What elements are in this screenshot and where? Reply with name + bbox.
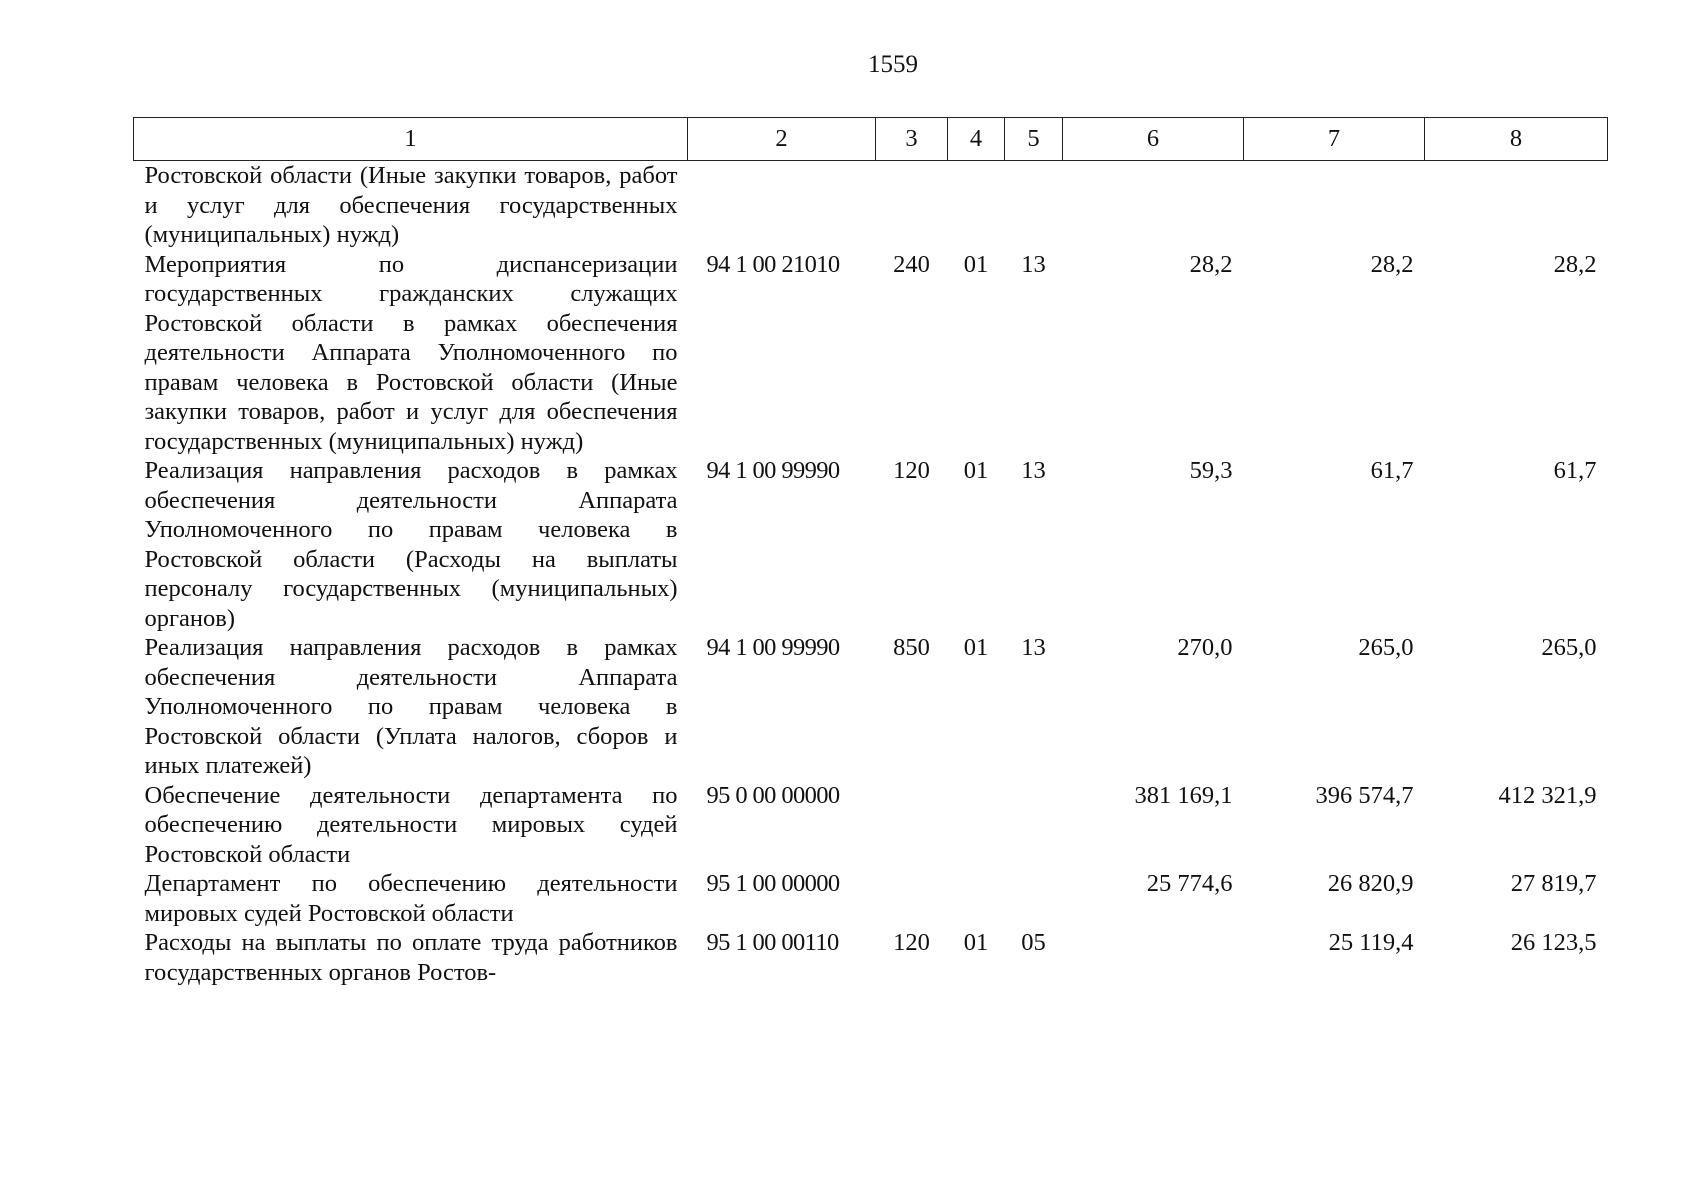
row-code: 94 1 00 99990: [706, 457, 840, 484]
row-value-7: 396 574,7: [1315, 781, 1414, 809]
row-code: 95 1 00 00000: [706, 870, 840, 897]
row-rz: [948, 161, 1005, 250]
row-pr: 13: [1021, 634, 1046, 661]
header-col-5: 5: [1005, 118, 1063, 161]
row-value-8: 265,0: [1541, 634, 1597, 661]
row-rz: 01: [963, 634, 989, 661]
row-value-8: [1425, 161, 1608, 250]
row-value-7: 26 820,9: [1327, 870, 1414, 897]
header-col-6: 6: [1063, 118, 1244, 161]
row-pr: 05: [1021, 929, 1046, 956]
table-row: [134, 869, 1608, 928]
row-pr: [1005, 161, 1063, 250]
row-pr: [1005, 869, 1063, 928]
row-code: 95 0 00 00000: [706, 781, 840, 809]
row-name: Ростовской области (Иные закупки товаров, работ и услуг для обеспечения государственных (муниципальных) нужд): [144, 162, 678, 248]
table-row: [134, 161, 1608, 250]
table-row: [134, 456, 1608, 633]
row-value-6: 59,3: [1189, 457, 1233, 484]
header-col-1: 1: [134, 118, 688, 161]
table-header-row: [134, 118, 1608, 161]
header-col-4: 4: [948, 118, 1005, 161]
row-pr: [1005, 781, 1063, 870]
table-row: [134, 928, 1608, 987]
row-code: 94 1 00 99990: [706, 634, 840, 661]
row-name: Департамент по обеспечению деятельности мировых судей Ростовской области: [144, 870, 678, 927]
row-value-7: 265,0: [1358, 634, 1414, 661]
row-value-8: 28,2: [1553, 250, 1597, 278]
row-value-6: 25 774,6: [1146, 870, 1233, 897]
header-col-8: 8: [1425, 118, 1608, 161]
row-vr: 120: [893, 457, 930, 484]
row-vr: 120: [893, 929, 930, 956]
table-row: [134, 250, 1608, 457]
row-value-8: 27 819,7: [1510, 870, 1597, 897]
row-code: [688, 161, 876, 250]
row-vr: 850: [893, 634, 930, 661]
row-value-7: 61,7: [1370, 457, 1414, 484]
row-pr: 13: [1021, 457, 1046, 484]
row-value-6: [1063, 161, 1244, 250]
row-rz: [948, 781, 1005, 870]
row-code: 94 1 00 21010: [706, 250, 840, 278]
row-value-8: 61,7: [1553, 457, 1597, 484]
row-name: Расходы на выплаты по оплате труда работников государственных органов Ростов-: [144, 929, 678, 986]
row-value-8: 412 321,9: [1498, 781, 1597, 809]
row-rz: [948, 869, 1005, 928]
budget-table: [133, 117, 1608, 987]
header-col-2: 2: [688, 118, 876, 161]
row-vr: 240: [893, 250, 930, 278]
table-row: [134, 633, 1608, 781]
row-value-6: 381 169,1: [1134, 781, 1233, 809]
row-rz: 01: [963, 250, 989, 278]
row-name: Реализация направления расходов в рамках обеспечения деятельности Аппарата Уполномоченного по правам человека в Ростовской области (Расходы на выплаты персоналу государственных (муниципальных) органов): [144, 457, 678, 632]
row-name: Мероприятия по диспансеризации государственных гражданских служащих Ростовской области в рамках обеспечения деятельности Аппарата Уполномоченного по правам человека в Ростовской области (Иные закупки товаров, работ и услуг для обеспечения государственных (муниципальных) нужд): [144, 250, 678, 455]
row-pr: 13: [1021, 250, 1046, 278]
row-value-7: 25 119,4: [1328, 929, 1414, 956]
row-rz: 01: [963, 929, 989, 956]
row-value-6: 270,0: [1177, 634, 1233, 661]
row-code: 95 1 00 00110: [706, 929, 839, 956]
row-value-6: [1063, 928, 1244, 987]
row-name: Реализация направления расходов в рамках обеспечения деятельности Аппарата Уполномоченного по правам человека в Ростовской области (Уплата налогов, сборов и иных платежей): [144, 634, 678, 779]
page-number: 1559: [868, 51, 918, 78]
header-col-7: 7: [1244, 118, 1425, 161]
row-value-7: [1244, 161, 1425, 250]
row-value-7: 28,2: [1370, 250, 1414, 278]
header-col-3: 3: [876, 118, 948, 161]
row-rz: 01: [963, 457, 989, 484]
row-vr: [876, 161, 948, 250]
row-name: Обеспечение деятельности департамента по обеспечению деятельности мировых судей Ростовской области: [144, 781, 678, 868]
row-vr: [876, 869, 948, 928]
table-row: [134, 781, 1608, 870]
row-value-6: 28,2: [1189, 250, 1233, 278]
row-value-8: 26 123,5: [1510, 929, 1597, 956]
row-vr: [876, 781, 948, 870]
